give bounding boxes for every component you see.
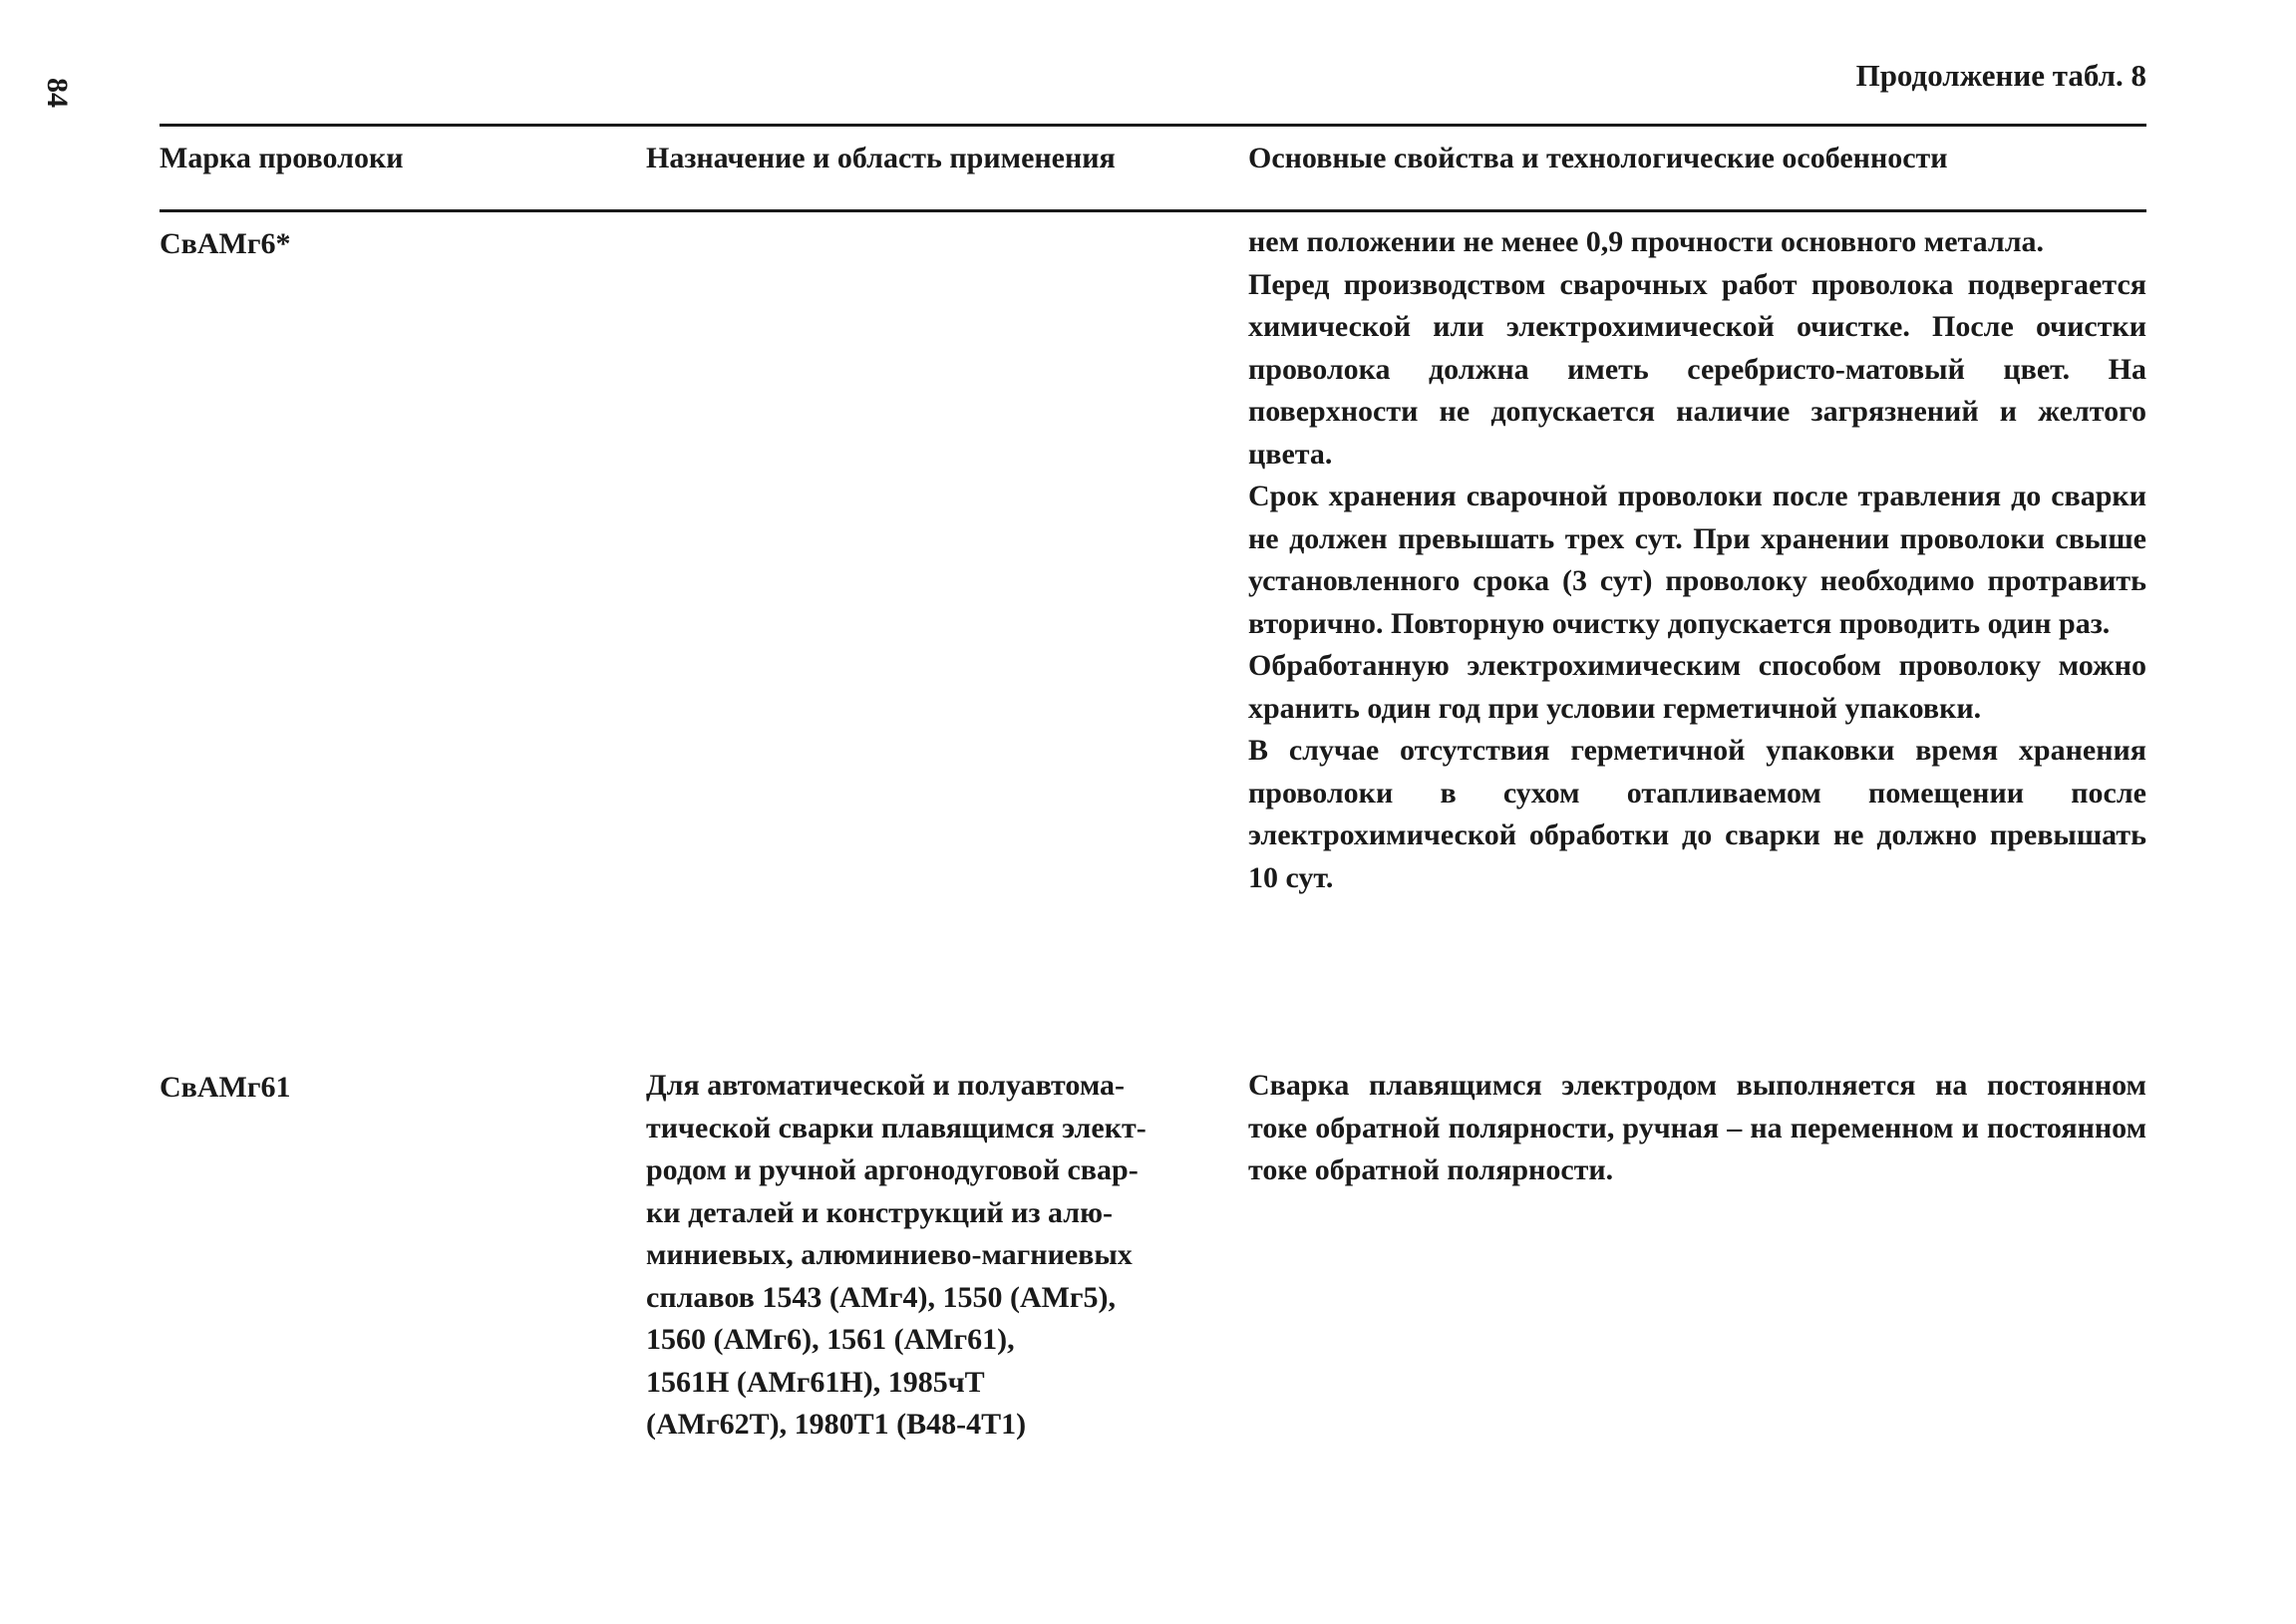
row-1-properties-paragraph: Срок хранения сварочной проволоки после травления до сварки не должен превышать трех сут. При хранении проволоки свыше установленного срока (3 сут) проволоку необходимо протравить вторично. Повторную очистку допускается проводить один раз. <box>1248 480 2146 640</box>
row-2-purpose-line: ки деталей и конструкций из алю- <box>646 1195 1114 1229</box>
row-2-purpose-line: (АМг62Т), 1980Т1 (В48-4Т1) <box>646 1408 1027 1441</box>
row-1-properties-paragraph: Обработанную электрохимическим способом проволоку можно хранить один год при условии герметичной упаковки. <box>1248 649 2146 725</box>
row-2-purpose-line: Для автоматической и полуавтома- <box>646 1069 1126 1102</box>
table-continuation-caption: Продолжение табл. 8 <box>1855 58 2146 93</box>
row-1-properties-paragraph: Перед производством сварочных работ проволока подвергается химической или электрохимической очистке. После очистки проволока должна иметь серебристо-матовый цвет. На поверхности не допускается наличие загрязнений и желтого цвета. <box>1248 267 2146 471</box>
row-2-properties <box>1248 1065 2146 1192</box>
row-2-purpose-line: родом и ручной аргонодуговой свар- <box>646 1153 1139 1186</box>
table-header-rule <box>160 209 2146 212</box>
row-1-mark: СвАМг6* <box>160 227 291 260</box>
row-1-properties-paragraph: нем положении не менее 0,9 прочности основного металла. <box>1248 225 2045 258</box>
row-2-properties-paragraph: Сварка плавящимся электродом выполняется на постоянном токе обратной полярности, ручная – на переменном и постоянном токе обратной полярности. <box>1248 1069 2146 1186</box>
row-1-properties <box>1248 221 2146 899</box>
header-mark: Марка проволоки <box>160 142 404 174</box>
page-number: 84 <box>41 78 74 108</box>
row-2-mark: СвАМг61 <box>160 1071 291 1104</box>
row-2-purpose-line: миниевых, алюминиево-магниевых <box>646 1238 1133 1271</box>
table-top-rule <box>160 124 2146 127</box>
row-1-properties-paragraph: В случае отсутствия герметичной упаковки время хранения проволоки в сухом отапливаемом помещении после электрохимической обработки до сварки не должно превышать 10 сут. <box>1248 734 2146 894</box>
header-properties: Основные свойства и технологические особенности <box>1248 142 1948 174</box>
row-2-purpose <box>646 1065 1209 1447</box>
header-purpose: Назначение и область применения <box>646 142 1116 174</box>
row-2-purpose-line: тической сварки плавящимся элект- <box>646 1111 1147 1144</box>
row-2-purpose-line: 1560 (АМг6), 1561 (АМг61), <box>646 1323 1015 1356</box>
row-2-purpose-line: 1561Н (АМг61Н), 1985чТ <box>646 1365 985 1399</box>
row-2-purpose-line: сплавов 1543 (АМг4), 1550 (АМг5), <box>646 1280 1117 1314</box>
